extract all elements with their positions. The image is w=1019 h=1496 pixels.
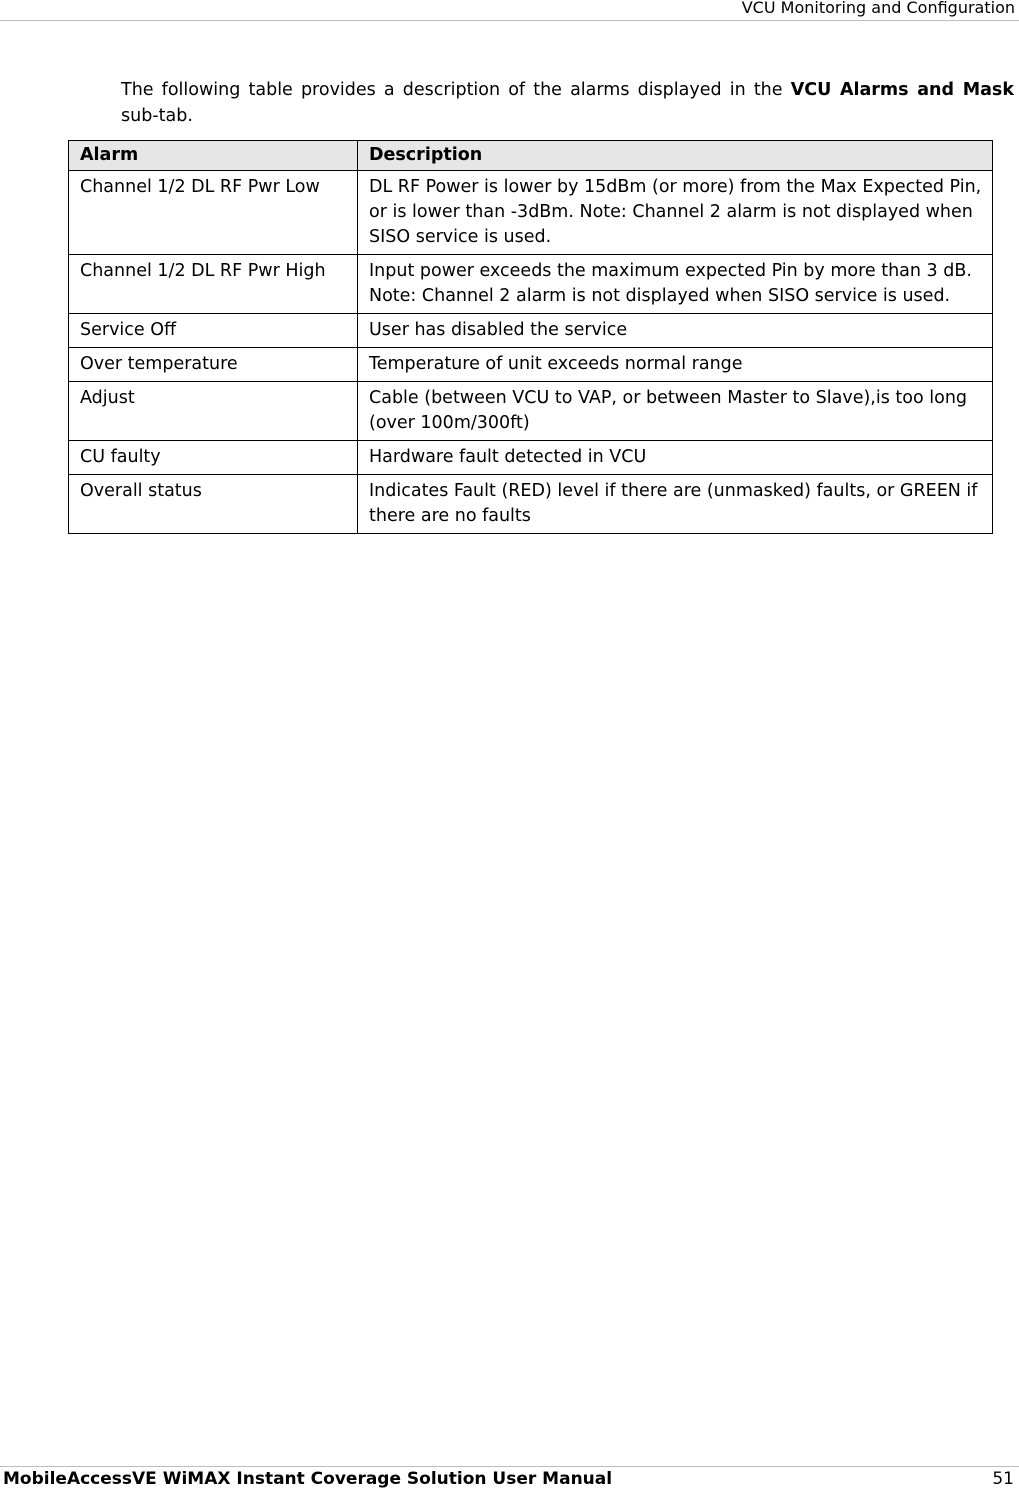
alarm-cell: Overall status	[69, 475, 358, 534]
page-number: 51	[992, 1469, 1014, 1489]
table-row	[69, 441, 993, 475]
description-cell: Input power exceeds the maximum expected Pin by more than 3 dB. Note: Channel 2 alarm is not displayed when SISO service is used.	[358, 255, 993, 314]
table-row	[69, 475, 993, 534]
alarm-cell: CU faulty	[69, 441, 358, 475]
alarm-cell: Adjust	[69, 382, 358, 441]
page-footer	[0, 1466, 1019, 1496]
intro-paragraph	[121, 77, 1014, 129]
column-header-description: Description	[358, 141, 993, 171]
description-cell: Indicates Fault (RED) level if there are (unmasked) faults, or GREEN if there are no faults	[358, 475, 993, 534]
alarm-cell: Channel 1/2 DL RF Pwr High	[69, 255, 358, 314]
description-cell: Cable (between VCU to VAP, or between Master to Slave),is too long (over 100m/300ft)	[358, 382, 993, 441]
intro-bold-term: VCU Alarms and Mask	[790, 80, 1014, 100]
table-row	[69, 314, 993, 348]
table-row	[69, 171, 993, 255]
table-header-row	[69, 141, 993, 171]
description-cell: Temperature of unit exceeds normal range	[358, 348, 993, 382]
table-row	[69, 255, 993, 314]
footer-title: MobileAccessVE WiMAX Instant Coverage Solution User Manual	[3, 1469, 613, 1489]
intro-text-before: The following table provides a description of the alarms displayed in the	[121, 80, 791, 100]
alarm-cell: Over temperature	[69, 348, 358, 382]
alarm-cell: Channel 1/2 DL RF Pwr Low	[69, 171, 358, 255]
table-row	[69, 348, 993, 382]
description-cell: User has disabled the service	[358, 314, 993, 348]
column-header-alarm: Alarm	[69, 141, 358, 171]
description-cell: DL RF Power is lower by 15dBm (or more) from the Max Expected Pin, or is lower than -3dBm. Note: Channel 2 alarm is not displayed when SISO service is used.	[358, 171, 993, 255]
description-cell: Hardware fault detected in VCU	[358, 441, 993, 475]
intro-text-after: sub-tab.	[121, 106, 193, 126]
page-header	[0, 0, 1019, 21]
alarms-table	[68, 140, 993, 534]
alarm-cell: Service Off	[69, 314, 358, 348]
table-row	[69, 382, 993, 441]
header-title: VCU Monitoring and Configuration	[741, 0, 1015, 17]
